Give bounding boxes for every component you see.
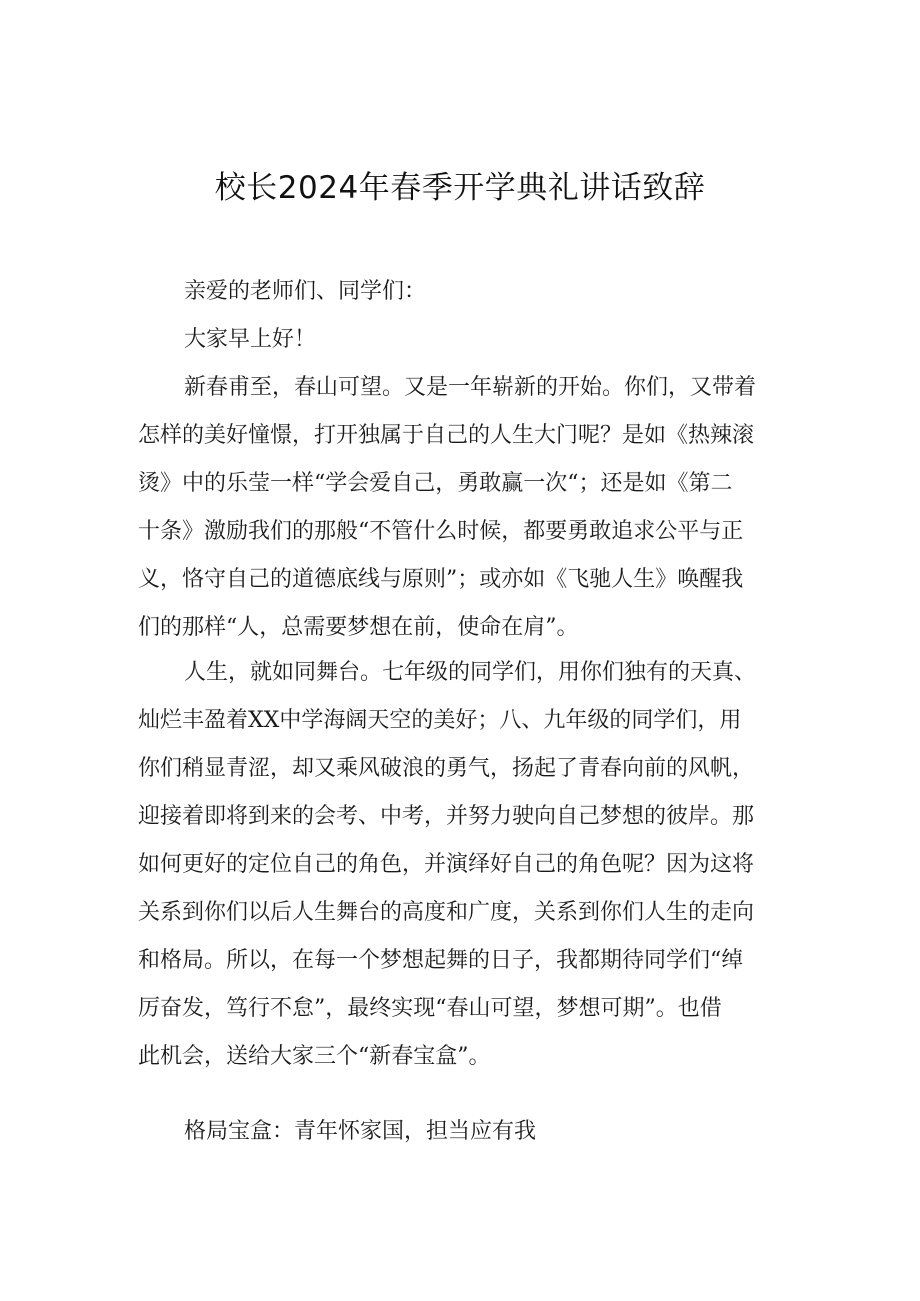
paragraph-line: 关系到你们以后人生舞台的高度和广度，关系到你们人生的走向 [138, 900, 755, 925]
greeting: 大家早上好！ [184, 327, 317, 352]
salutation-block [138, 268, 793, 364]
paragraph-line: 人生，就如同舞台。七年级的同学们，用你们独有的天真、 [184, 660, 757, 685]
paragraph-1 [138, 364, 793, 652]
paragraph-line: 义，恪守自己的道德底线与原则”；或亦如《飞驰人生》唤醒我 [138, 567, 744, 592]
section-heading-block [138, 1108, 793, 1156]
paragraph-2 [138, 649, 793, 1081]
paragraph-line: 烫》中的乐莹一样“学会爱自己，勇敢赢一次“；还是如《第二 [138, 471, 733, 496]
paragraph-line: 厉奋发，笃行不怠”，最终实现“春山可望，梦想可期”。也借 [138, 996, 722, 1021]
paragraph-line: 此机会，送给大家三个“新春宝盒”。 [138, 1044, 491, 1069]
paragraph-line: 如何更好的定位自己的角色，并演绎好自己的角色呢？因为这将 [138, 852, 755, 877]
paragraph-line: 迎接着即将到来的会考、中考，并努力驶向自己梦想的彼岸。那 [138, 804, 755, 829]
paragraph-line: 十条》激励我们的那般“不管什么时候，都要勇敢追求公平与正 [138, 519, 744, 544]
paragraph-line: 新春甫至，春山可望。又是一年崭新的开始。你们，又带着 [184, 375, 757, 400]
paragraph-line: 和格局。所以，在每一个梦想起舞的日子，我都期待同学们“绰 [138, 948, 744, 973]
salutation: 亲爱的老师们、同学们： [184, 279, 427, 304]
paragraph-line: 灿烂丰盈着XX中学海阔天空的美好；八、九年级的同学们，用 [138, 708, 742, 733]
paragraph-line: 们的那样“人，总需要梦想在前，使命在肩”。 [138, 615, 579, 640]
section-heading: 格局宝盒：青年怀家国，担当应有我 [184, 1119, 537, 1144]
paragraph-line: 你们稍显青涩，却又乘风破浪的勇气，扬起了青春向前的风帆， [138, 756, 755, 781]
paragraph-line: 怎样的美好憧憬，打开独属于自己的人生大门呢？是如《热辣滚 [138, 423, 755, 448]
document-title: 校长2024年春季开学典礼讲话致辞 [214, 170, 706, 206]
